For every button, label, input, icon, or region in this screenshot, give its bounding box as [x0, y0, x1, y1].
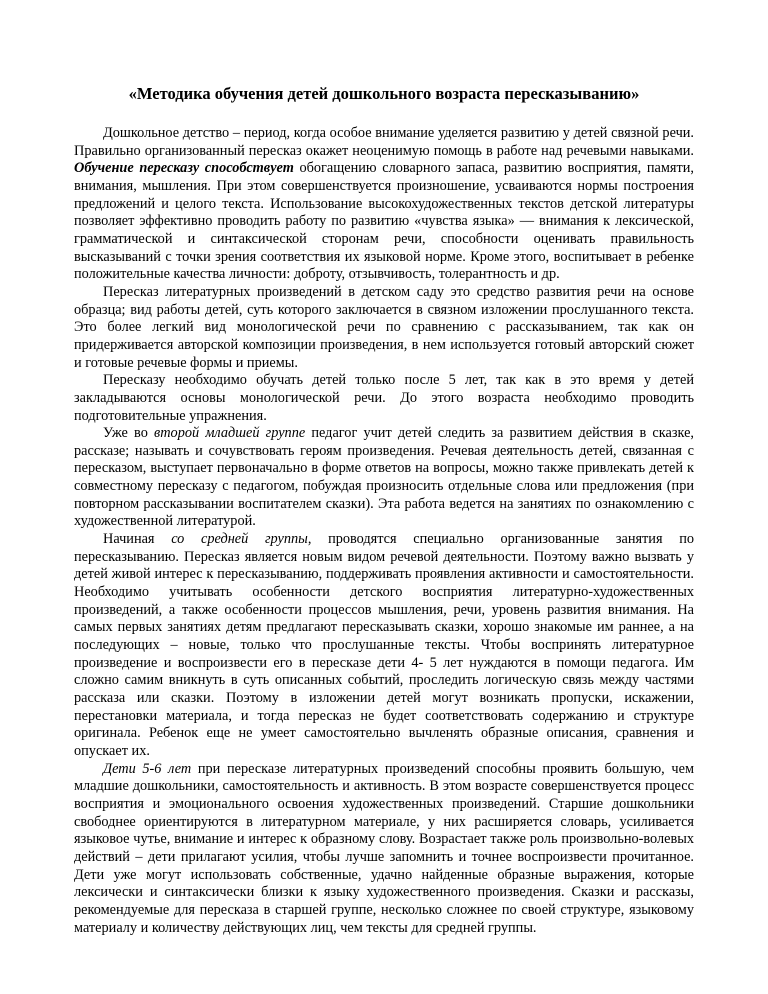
- paragraph-6-emphasis: Дети 5-6 лет: [103, 760, 192, 777]
- document-page: [74, 84, 694, 937]
- paragraph-6-text-b: при пересказе литературных произведений способны проявить большую, чем младшие дошкольники, самостоятельность и активность. В этом возрасте совершенствуется процесс восприятия и эмоционального освоения художественных произведений. Старшие дошкольники свободнее ориентируются в литературном материале, у них расширяется словарь, усиливается языковое чутье, внимание и интерес к образному слову. Возрастает также роль произвольно-волевых действий – дети прилагают усилия, чтобы лучше запомнить и точнее воспроизвести прочитанное. Дети уже могут использовать собственные, удачно найденные образные выражения, которые лексически и синтаксически близки к языку художественного произведения. Сказки и рассказы, рекомендуемые для пересказа в старшей группе, несколько сложнее по своей структуре, языковому материалу и количеству действующих лиц, чем тексты для средней группы.: [74, 760, 694, 936]
- paragraph-4-text-b: педагог учит детей следить за развитием действия в сказке, рассказе; называть и сочувствовать героям произведения. Речевая деятельность детей, связанная с пересказом, выступает первоначально в форме ответов на вопросы, можно также привлекать детей к совместному пересказу с педагогом, побуждая произносить отдельные слова или предложения (при повторном рассказывании воспитателем сказки). Эта работа ведется на занятиях по ознакомлению с художественной литературой.: [74, 425, 694, 530]
- paragraph-3: Пересказу необходимо обучать детей только после 5 лет, так как в это время у детей закладываются основы монологической речи. До этого возраста необходимо проводить подготовительные упражнения.: [74, 372, 694, 424]
- paragraph-1-emphasis: Обучение пересказу способствует: [74, 160, 294, 177]
- paragraph-1-text-b: обогащению словарного запаса, развитию восприятия, памяти, внимания, мышления. При этом совершенствуется произношение, усваиваются нормы построения предложений и целого текста. Использование высокохудожественных текстов детской литературы позволяет эффективно проводить работу по развитию «чувства языка» — внимания к лексической, грамматической и синтаксической сторонам речи, способности оценивать правильность высказываний с точки зрения соответствия их языковой норме. Кроме этого, воспитывает в ребенке положительные качества личности: доброту, отзывчивость, толерантность и др.: [74, 160, 694, 283]
- paragraph-1: [74, 125, 694, 284]
- paragraph-4: [74, 425, 694, 531]
- paragraph-5: [74, 531, 694, 761]
- paragraph-5-text-b: , проводятся специально организованные занятия по пересказыванию. Пересказ является новым видом речевой деятельности. Поэтому важно вызвать у детей живой интерес к пересказыванию, поддерживать проявления активности и самостоятельности. Необходимо учитывать особенности детского восприятия литературно-художественных произведений, а также особенности процессов мышления, речи, уровень развития внимания. На самых первых занятиях детям предлагают пересказывать сказки, хорошо знакомые им раннее, а на последующих – новые, только что прослушанные тексты. Чтобы воспринять литературное произведение и воспроизвести его в пересказе дети 4- 5 лет нуждаются в помощи педагога. Им сложно самим вникнуть в суть описанных событий, проследить логическую связь между частями рассказа или сказки. Поэтому в изложении детей могут возникать пропуски, искажении, перестановки материала, и тогда пересказ не будет соответствовать содержанию и структуре оригинала. Ребенок еще не умеет самостоятельно вычленять образные описания, сравнения и опускает их.: [74, 531, 695, 759]
- paragraph-4-emphasis: второй младшей группе: [154, 425, 306, 442]
- paragraph-5-emphasis: со средней группы: [171, 531, 308, 548]
- paragraph-5-text-a: Начиная: [103, 531, 172, 548]
- paragraph-4-text-a: Уже во: [103, 425, 155, 442]
- paragraph-2: Пересказ литературных произведений в детском саду это средство развития речи на основе образца; вид работы детей, суть которого заключается в связном изложении прослушанного текста. Это более легкий вид монологической речи по сравнению с рассказыванием, так как он придерживается авторской композиции произведения, в нем используется готовый авторский сюжет и готовые речевые формы и приемы.: [74, 283, 694, 371]
- paragraph-1-text-a: Дошкольное детство – период, когда особое внимание уделяется развитию у детей связной речи. Правильно организованный пересказ окажет неоценимую помощь в работе над речевыми навыками.: [74, 125, 694, 159]
- document-title: «Методика обучения детей дошкольного возраста пересказыванию»: [128, 84, 640, 103]
- paragraph-6: [74, 761, 694, 938]
